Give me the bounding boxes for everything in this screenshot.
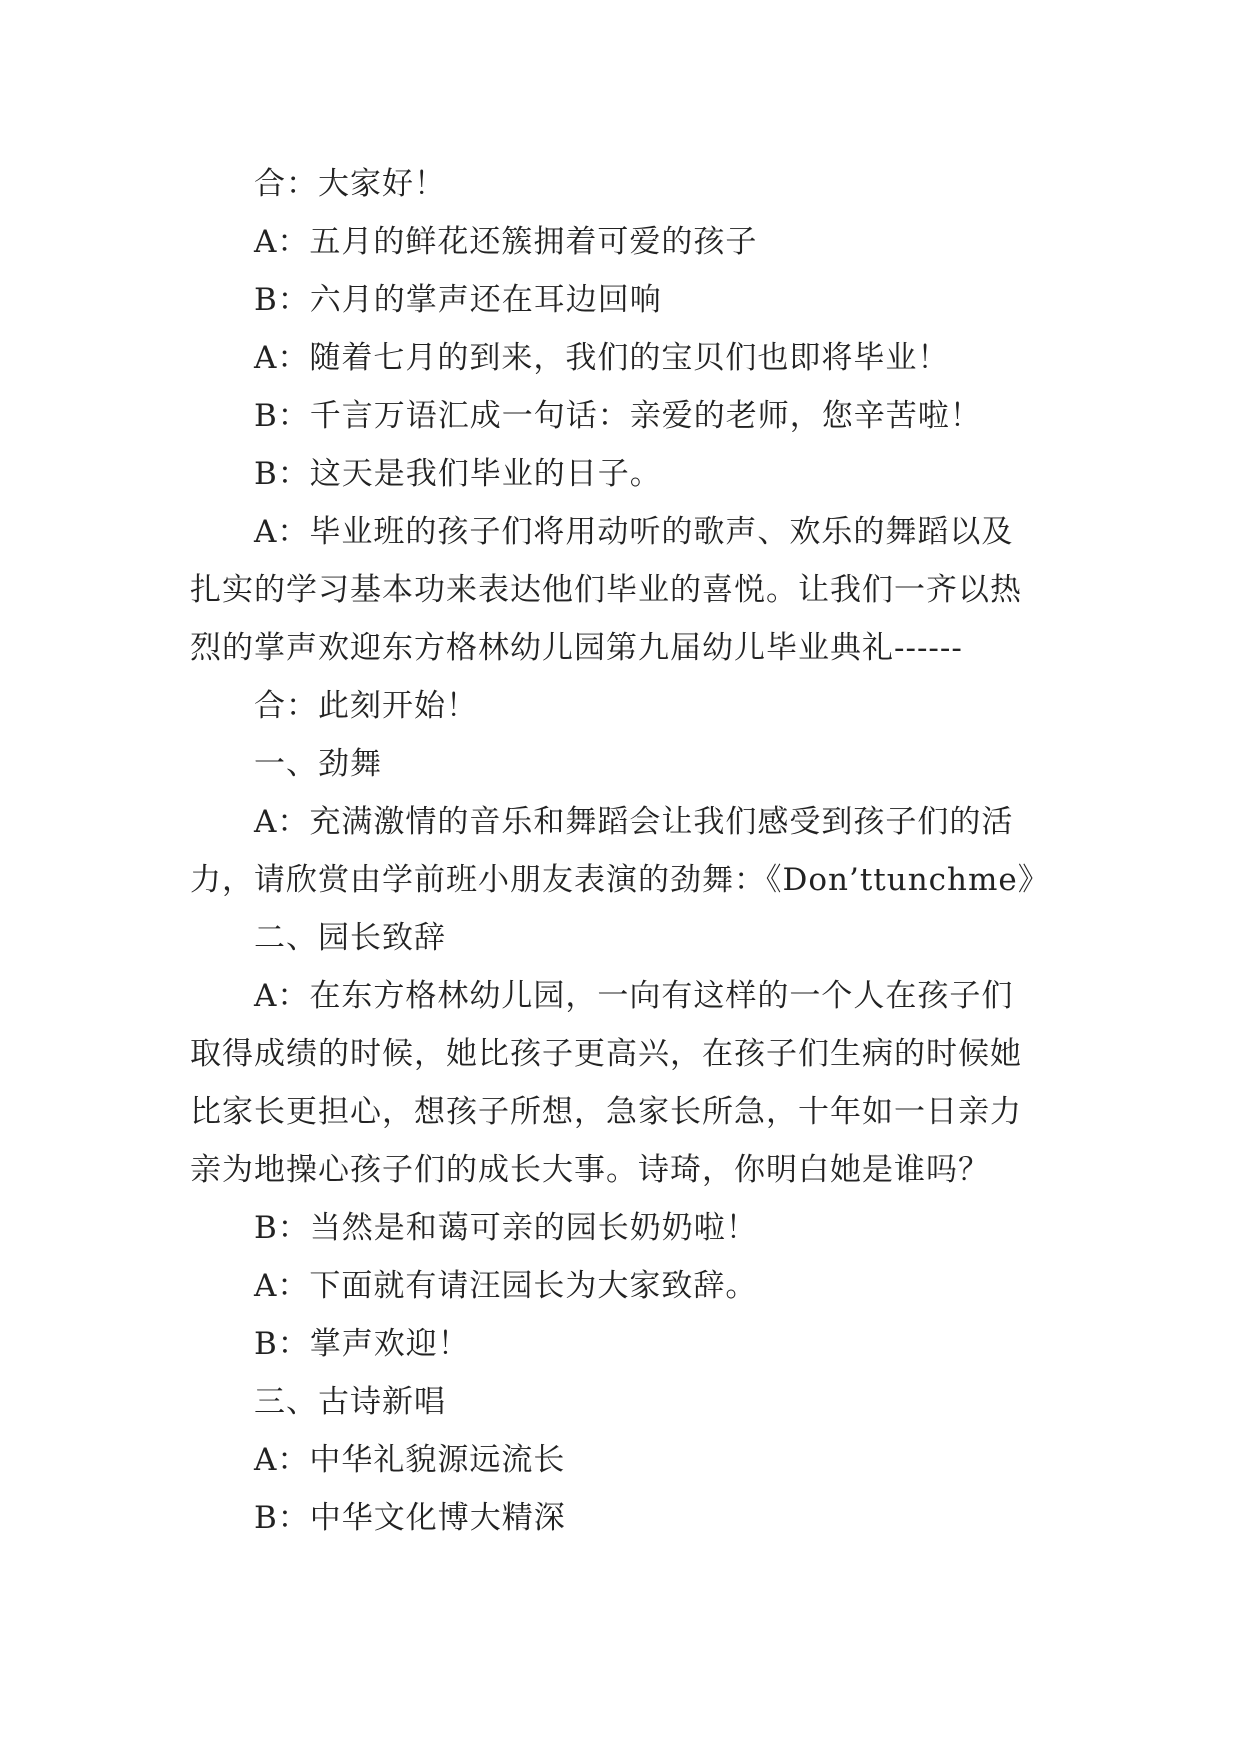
- text-line: B：这天是我们毕业的日子。: [254, 456, 662, 492]
- text-line: 比家长更担心，想孩子所想，急家长所急，十年如一日亲力: [190, 1094, 1022, 1130]
- text-line: A：下面就有请汪园长为大家致辞。: [254, 1268, 758, 1304]
- text-line: B：掌声欢迎！: [254, 1326, 470, 1362]
- text-line: A：五月的鲜花还簇拥着可爱的孩子: [254, 224, 758, 260]
- text-line: A：中华礼貌源远流长: [254, 1442, 566, 1478]
- section-heading-poem-song: [190, 1373, 1052, 1431]
- text-line: 三、古诗新唱: [254, 1384, 446, 1420]
- text-line: B：千言万语汇成一句话：亲爱的老师，您辛苦啦！: [254, 398, 982, 434]
- paragraph-etiquette: [190, 1431, 1052, 1489]
- text-line: A：充满激情的音乐和舞蹈会让我们感受到孩子们的活: [254, 804, 1014, 840]
- paragraph-thanks-teacher: [190, 387, 1052, 445]
- section-heading-dance: [190, 735, 1052, 793]
- text-line: A：随着七月的到来，我们的宝贝们也即将毕业！: [254, 340, 950, 376]
- text-line: 力，请欣赏由学前班小朋友表演的劲舞：《Don’ttunchme》: [190, 862, 1050, 898]
- text-line: 取得成绩的时候，她比孩子更高兴，在孩子们生病的时候她: [190, 1036, 1022, 1072]
- paragraph-ceremony-intro: [190, 503, 1052, 677]
- text-line: B：六月的掌声还在耳边回响: [254, 282, 662, 318]
- text-line: 一、劲舞: [254, 746, 382, 782]
- section-heading-principal-speech: [190, 909, 1052, 967]
- paragraph-july-graduation: [190, 329, 1052, 387]
- paragraph-dance-intro: [190, 793, 1052, 909]
- text-line: 扎实的学习基本功来表达他们毕业的喜悦。让我们一齐以热: [190, 572, 1022, 608]
- paragraph-start: [190, 677, 1052, 735]
- text-line: A：毕业班的孩子们将用动听的歌声、欢乐的舞蹈以及: [254, 514, 1014, 550]
- paragraph-principal-intro: [190, 967, 1052, 1199]
- text-line: A：在东方格林幼儿园，一向有这样的一个人在孩子们: [254, 978, 1014, 1014]
- paragraph-greeting: [190, 155, 1052, 213]
- text-line: 烈的掌声欢迎东方格林幼儿园第九届幼儿毕业典礼------: [190, 630, 963, 666]
- paragraph-graduation-day: [190, 445, 1052, 503]
- paragraph-applause: [190, 1315, 1052, 1373]
- text-line: B：中华文化博大精深: [254, 1500, 566, 1536]
- text-line: B：当然是和蔼可亲的园长奶奶啦！: [254, 1210, 758, 1246]
- document-body: [190, 155, 1052, 1547]
- paragraph-may-flowers: [190, 213, 1052, 271]
- text-line: 合：大家好！: [254, 166, 446, 202]
- text-line: 合：此刻开始！: [254, 688, 478, 724]
- paragraph-principal-answer: [190, 1199, 1052, 1257]
- text-line: 亲为地操心孩子们的成长大事。诗琦，你明白她是谁吗？: [190, 1152, 990, 1188]
- text-line: 二、园长致辞: [254, 920, 446, 956]
- paragraph-june-applause: [190, 271, 1052, 329]
- paragraph-culture: [190, 1489, 1052, 1547]
- paragraph-invite-principal: [190, 1257, 1052, 1315]
